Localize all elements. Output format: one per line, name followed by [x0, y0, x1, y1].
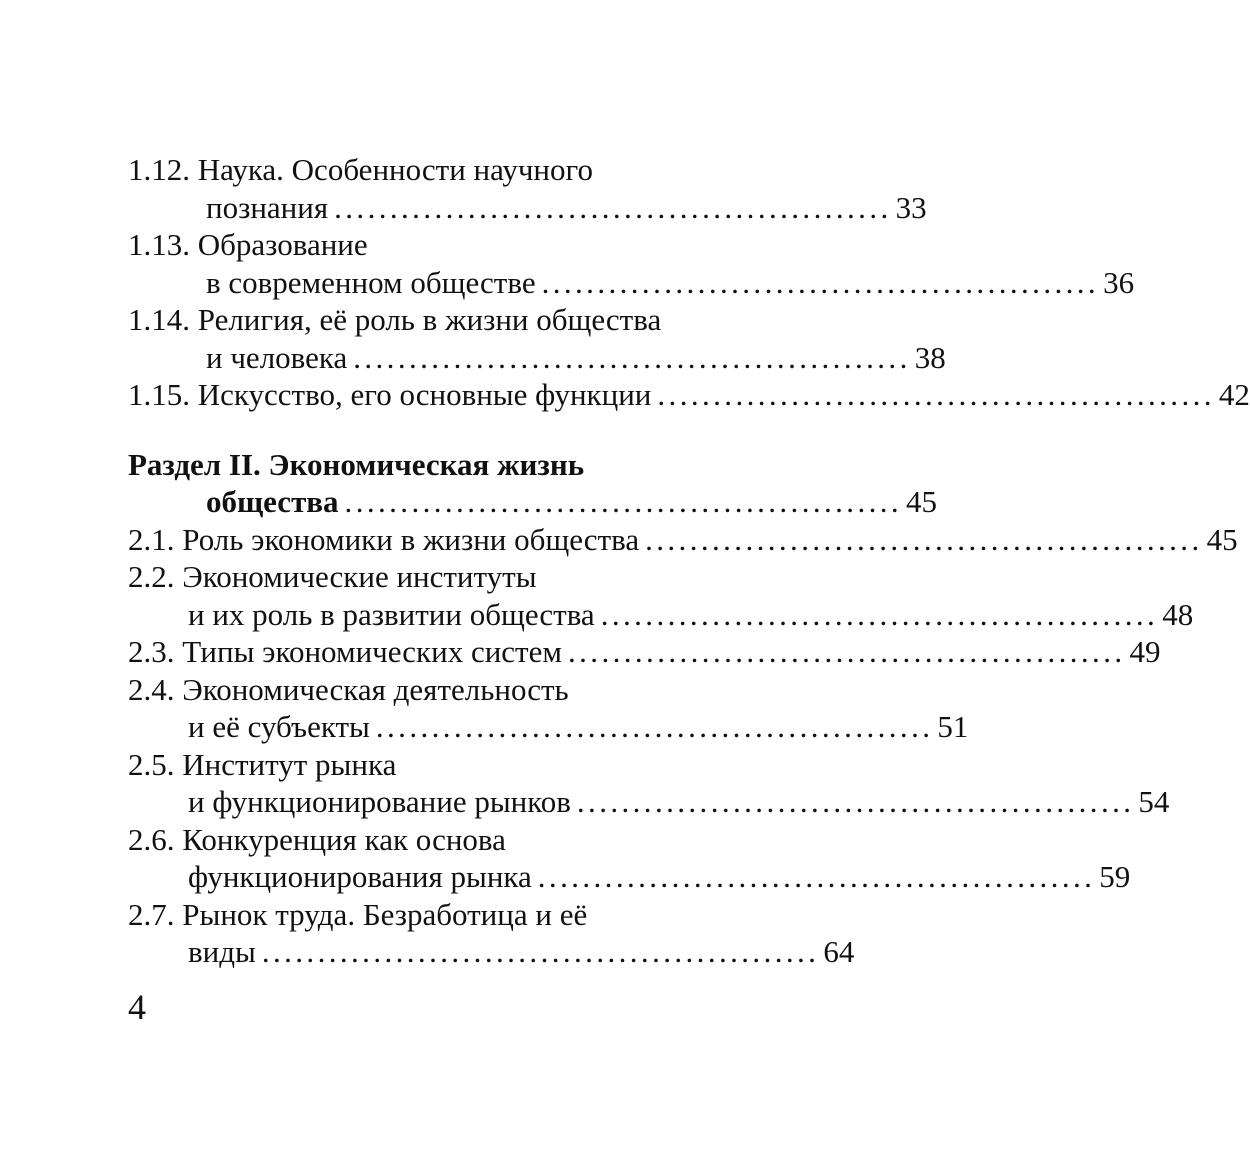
toc-entry-2-3: 2.3. Типы экономических систем .................................................. 49	[128, 634, 1161, 669]
toc-entry-2-4-line1: 2.4. Экономическая деятельность	[128, 671, 569, 707]
toc-entry-1-14-line2: и человека .................................................. 38	[206, 339, 946, 375]
toc-page-number: 45	[1206, 521, 1238, 557]
toc-section-2-line2: общества .................................................. 45	[206, 484, 938, 519]
dot-leader: ..................................................	[261, 934, 820, 969]
toc-entry-2-7-line1: 2.7. Рынок труда. Безработица и её	[128, 896, 588, 932]
dot-leader: ..................................................	[537, 859, 1096, 894]
table-of-contents	[128, 151, 1250, 971]
dot-leader: ..................................................	[375, 709, 934, 744]
dot-leader: ..................................................	[645, 521, 1203, 557]
dot-leader: ..................................................	[576, 784, 1135, 819]
toc-entry-2-7-line2: виды .................................................. 64	[188, 934, 855, 969]
toc-entry-2-1: 2.1. Роль экономики в жизни общества .................................................. 45	[128, 521, 1238, 557]
toc-page-number: 45	[906, 484, 938, 519]
toc-entry-2-2-line1: 2.2. Экономические институты	[128, 559, 537, 594]
section-gap	[128, 414, 772, 446]
dot-leader: ..................................................	[541, 264, 1100, 300]
toc-page-number: 42	[1218, 377, 1250, 412]
page-number: 4	[128, 987, 146, 1027]
toc-page-number: 49	[1129, 634, 1161, 669]
toc-page-number: 36	[1103, 264, 1135, 300]
toc-entry-2-4-line2: и её субъекты .................................................. 51	[188, 709, 969, 744]
toc-page-number: 33	[895, 189, 927, 225]
toc-entry-1-12-line2: познания .................................................. 33	[206, 189, 927, 225]
dot-leader: ..................................................	[353, 339, 911, 375]
toc-entry-2-5-line1: 2.5. Институт рынка	[128, 746, 397, 782]
toc-entry-1-13-line1: 1.13. Образование	[128, 227, 368, 262]
toc-entry-1-13-line2: в современном обществе .................................................. 36	[206, 264, 1135, 300]
toc-page-number: 38	[914, 339, 946, 375]
toc-section-2-line1: Раздел II. Экономическая жизнь	[128, 446, 585, 482]
dot-leader: ..................................................	[334, 189, 892, 225]
toc-entry-2-5-line2: и функционирование рынков .................................................. 54	[188, 784, 1170, 819]
toc-entry-1-14-line1: 1.14. Религия, её роль в жизни общества	[128, 302, 662, 337]
toc-entry-2-2-line2: и их роль в развитии общества .................................................. 48	[188, 596, 1194, 632]
toc-entry-2-6-line1: 2.6. Конкуренция как основа	[128, 821, 506, 857]
toc-entry-1-12-line1: 1.12. Наука. Особенности научного	[128, 152, 593, 187]
toc-entry-2-6-line2: функционирования рынка .................................................. 59	[188, 859, 1131, 894]
dot-leader: ..................................................	[568, 634, 1126, 669]
toc-page-number: 54	[1138, 784, 1170, 819]
dot-leader: ..................................................	[344, 484, 903, 519]
toc-entry-1-15: 1.15. Искусство, его основные функции .................................................. 42	[128, 377, 1250, 412]
toc-page-number: 48	[1162, 596, 1194, 632]
dot-leader: ..................................................	[657, 377, 1215, 412]
dot-leader: ..................................................	[600, 596, 1159, 632]
toc-page-number: 64	[823, 934, 855, 969]
toc-page-number: 59	[1099, 859, 1131, 894]
toc-page-number: 51	[937, 709, 969, 744]
